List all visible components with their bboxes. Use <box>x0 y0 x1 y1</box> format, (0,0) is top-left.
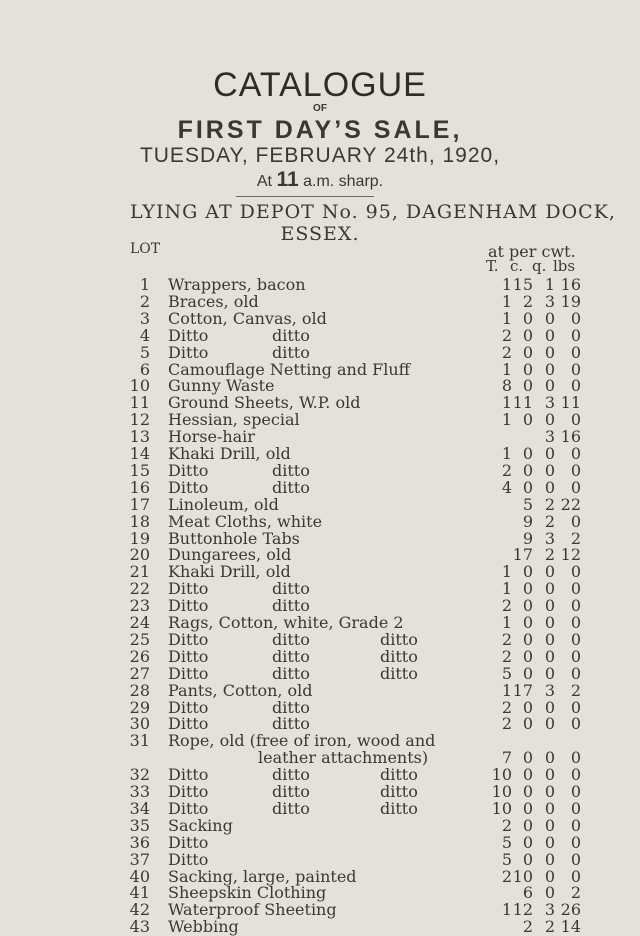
weight-cwt: 11 <box>512 393 533 413</box>
lot-description: Ditto <box>168 697 209 717</box>
lot-row <box>0 714 640 732</box>
weight-cwt: 0 <box>522 832 533 852</box>
lot-description: Ditto <box>168 798 209 818</box>
weight-lbs: 0 <box>570 663 581 683</box>
lot-description: Ditto <box>168 325 209 345</box>
lot-number: 13 <box>129 427 150 447</box>
ditto-mark: ditto <box>272 579 310 599</box>
lot-number: 34 <box>129 798 150 818</box>
weight-cwt: 0 <box>522 782 533 801</box>
lot-number: 42 <box>129 900 150 920</box>
ditto-mark: ditto <box>272 765 310 785</box>
lot-row <box>0 444 640 462</box>
weight-tons: 10 <box>491 765 512 785</box>
weight-lbs: 19 <box>560 291 581 311</box>
weight-cwt: 0 <box>522 663 533 683</box>
weight-tons: 5 <box>501 832 512 852</box>
weight-cwt: 0 <box>522 697 533 717</box>
weight-lbs: 0 <box>570 748 581 768</box>
weight-lbs: 0 <box>570 376 581 396</box>
unit-cwt-header: c. <box>510 257 524 275</box>
lot-row <box>0 326 640 344</box>
weight-quarters: 0 <box>544 308 555 328</box>
lot-number: 20 <box>129 545 150 565</box>
lot-row <box>0 495 640 513</box>
weight-cwt: 2 <box>522 291 533 311</box>
location-line-1: LYING AT DEPOT No. 95, DAGENHAM DOCK, <box>130 201 616 223</box>
lot-description: Ditto <box>168 460 209 480</box>
lot-row <box>0 799 640 817</box>
weight-tons: 2 <box>501 697 512 717</box>
lot-column-header: LOT <box>130 241 161 257</box>
weight-cwt: 9 <box>522 528 533 548</box>
weight-lbs: 26 <box>560 900 581 920</box>
weight-cwt: 0 <box>522 325 533 345</box>
weight-lbs: 0 <box>570 359 581 379</box>
weight-tons: 2 <box>501 325 512 345</box>
weight-cwt: 0 <box>522 477 533 497</box>
weight-lbs: 0 <box>570 511 581 531</box>
weight-quarters: 0 <box>544 866 555 886</box>
weight-quarters: 0 <box>544 782 555 801</box>
weight-lbs: 0 <box>570 325 581 345</box>
lot-row <box>0 410 640 428</box>
ditto-mark: ditto <box>380 646 418 666</box>
lot-number: 43 <box>129 917 150 936</box>
weight-lbs: 16 <box>560 275 581 294</box>
ditto-mark: ditto <box>272 697 310 717</box>
lot-number: 28 <box>129 680 150 700</box>
weight-lbs: 0 <box>570 849 581 869</box>
lot-row <box>0 529 640 547</box>
lot-number: 1 <box>139 275 150 294</box>
weight-lbs: 0 <box>570 579 581 599</box>
weight-tons: 1 <box>501 579 512 599</box>
lot-row <box>0 613 640 631</box>
lot-number: 6 <box>139 359 150 379</box>
lot-description: Ditto <box>168 342 209 362</box>
lot-number: 41 <box>129 883 150 903</box>
weight-cwt: 0 <box>522 629 533 649</box>
weight-cwt: 0 <box>522 376 533 396</box>
weight-tons: 1 <box>501 444 512 463</box>
lot-number: 23 <box>129 596 150 616</box>
lot-row <box>0 765 640 783</box>
weight-lbs: 12 <box>560 545 581 565</box>
weight-quarters: 3 <box>544 528 555 548</box>
weight-lbs: 2 <box>570 528 581 548</box>
weight-quarters: 2 <box>544 545 555 565</box>
weight-lbs: 0 <box>570 697 581 717</box>
weight-cwt: 0 <box>522 444 533 463</box>
lot-number: 3 <box>139 308 150 328</box>
rate-column-header: at per cwt. <box>488 242 576 261</box>
weight-quarters: 0 <box>544 613 555 632</box>
weight-quarters: 0 <box>544 562 555 582</box>
lot-row <box>0 376 640 394</box>
lot-description: Linoleum, old <box>168 494 279 514</box>
lot-row <box>0 917 640 935</box>
lot-description: Rags, Cotton, white, Grade 2 <box>168 613 404 632</box>
weight-lbs: 0 <box>570 308 581 328</box>
weight-cwt: 17 <box>512 545 533 565</box>
lot-number: 26 <box>129 646 150 666</box>
weight-quarters: 0 <box>544 444 555 463</box>
ditto-mark: ditto <box>272 714 310 734</box>
lot-description: Ditto <box>168 477 209 497</box>
lot-number: 36 <box>129 832 150 852</box>
weight-cwt: 0 <box>522 562 533 582</box>
weight-cwt: 0 <box>522 359 533 379</box>
ditto-mark: ditto <box>272 325 310 345</box>
lot-number: 40 <box>129 866 150 886</box>
weight-lbs: 16 <box>560 427 581 447</box>
lot-number: 11 <box>129 393 150 413</box>
lot-description: Ditto <box>168 765 209 785</box>
ditto-mark: ditto <box>380 663 418 683</box>
weight-quarters: 3 <box>544 680 555 700</box>
weight-lbs: 0 <box>570 596 581 616</box>
lot-row <box>0 748 640 766</box>
weight-tons: 1 <box>501 680 512 700</box>
weight-quarters: 3 <box>544 427 555 447</box>
weight-quarters: 0 <box>544 765 555 785</box>
weight-quarters: 0 <box>544 460 555 480</box>
lot-row <box>0 731 640 749</box>
lot-description: Ditto <box>168 579 209 599</box>
weight-quarters: 0 <box>544 342 555 362</box>
weight-lbs: 0 <box>570 444 581 463</box>
weight-lbs: 0 <box>570 866 581 886</box>
weight-lbs: 0 <box>570 629 581 649</box>
ditto-mark: ditto <box>380 782 418 801</box>
lot-number: 14 <box>129 444 150 463</box>
weight-tons: 2 <box>501 866 512 886</box>
lot-row <box>0 698 640 716</box>
weight-quarters: 0 <box>544 376 555 396</box>
lot-description: Camouflage Netting and Fluff <box>168 359 411 379</box>
weight-lbs: 0 <box>570 562 581 582</box>
lot-number: 30 <box>129 714 150 734</box>
weight-quarters: 0 <box>544 646 555 666</box>
weight-quarters: 2 <box>544 511 555 531</box>
weight-lbs: 0 <box>570 832 581 852</box>
weight-quarters: 3 <box>544 291 555 311</box>
ditto-mark: ditto <box>380 798 418 818</box>
weight-tons: 5 <box>501 663 512 683</box>
lot-number: 12 <box>129 410 150 430</box>
weight-quarters: 0 <box>544 359 555 379</box>
weight-tons: 8 <box>501 376 512 396</box>
weight-cwt: 0 <box>522 342 533 362</box>
weight-tons: 2 <box>501 646 512 666</box>
lot-number: 2 <box>139 291 150 311</box>
lot-row <box>0 545 640 563</box>
weight-cwt: 2 <box>522 917 533 936</box>
sale-time <box>0 168 640 192</box>
weight-quarters: 1 <box>544 275 555 294</box>
lot-number: 5 <box>139 342 150 362</box>
lot-description: Sheepskin Clothing <box>168 883 327 903</box>
lot-row <box>0 867 640 885</box>
lot-row <box>0 360 640 378</box>
time-suffix: a.m. sharp. <box>303 173 384 190</box>
lot-description: Ditto <box>168 832 209 852</box>
ditto-mark: ditto <box>272 596 310 616</box>
lot-row <box>0 579 640 597</box>
lot-number: 4 <box>139 325 150 345</box>
lot-description: leather attachments) <box>258 748 429 768</box>
lot-row <box>0 664 640 682</box>
weight-cwt: 0 <box>522 613 533 632</box>
unit-lbs-header: lbs <box>553 257 576 275</box>
ditto-mark: ditto <box>272 663 310 683</box>
weight-tons: 2 <box>501 460 512 480</box>
weight-lbs: 2 <box>570 883 581 903</box>
lot-description: Rope, old (free of iron, wood and <box>168 731 436 751</box>
lot-description: Khaki Drill, old <box>168 444 291 463</box>
weight-tons: 2 <box>501 714 512 734</box>
weight-lbs: 0 <box>570 782 581 801</box>
lot-description: Cotton, Canvas, old <box>168 308 327 328</box>
lot-description: Ditto <box>168 663 209 683</box>
weight-lbs: 11 <box>560 393 581 413</box>
lot-description: Dungarees, old <box>168 545 292 565</box>
weight-cwt: 0 <box>522 579 533 599</box>
weight-quarters: 0 <box>544 832 555 852</box>
location-line-2: ESSEX. <box>280 223 360 245</box>
lot-row <box>0 393 640 411</box>
weight-tons: 1 <box>501 359 512 379</box>
lot-row <box>0 275 640 293</box>
lot-row <box>0 596 640 614</box>
lot-number: 31 <box>129 731 150 751</box>
weight-quarters: 0 <box>544 883 555 903</box>
weight-lbs: 0 <box>570 410 581 430</box>
weight-tons: 1 <box>501 275 512 294</box>
weight-quarters: 0 <box>544 849 555 869</box>
weight-cwt: 0 <box>522 460 533 480</box>
ditto-mark: ditto <box>272 477 310 497</box>
weight-lbs: 14 <box>560 917 581 936</box>
lot-row <box>0 850 640 868</box>
weight-quarters: 2 <box>544 917 555 936</box>
lot-description: Meat Cloths, white <box>168 511 323 531</box>
lot-number: 18 <box>129 511 150 531</box>
lot-row <box>0 292 640 310</box>
weight-quarters: 0 <box>544 596 555 616</box>
lot-row <box>0 647 640 665</box>
lot-row <box>0 309 640 327</box>
lot-description: Ditto <box>168 596 209 616</box>
lot-row <box>0 630 640 648</box>
lot-row <box>0 562 640 580</box>
weight-cwt: 0 <box>522 410 533 430</box>
ditto-mark: ditto <box>272 646 310 666</box>
lot-row <box>0 461 640 479</box>
weight-cwt: 15 <box>512 275 533 294</box>
unit-tons-header: T. <box>486 257 499 275</box>
weight-cwt: 9 <box>522 511 533 531</box>
lot-number: 19 <box>129 528 150 548</box>
weight-tons: 1 <box>501 900 512 920</box>
lot-number: 15 <box>129 460 150 480</box>
weight-quarters: 3 <box>544 900 555 920</box>
weight-quarters: 2 <box>544 494 555 514</box>
lot-row <box>0 900 640 918</box>
lot-number: 32 <box>129 765 150 785</box>
ditto-mark: ditto <box>272 629 310 649</box>
lot-description: Hessian, special <box>168 410 300 430</box>
lot-description: Wrappers, bacon <box>168 275 306 294</box>
weight-cwt: 0 <box>522 815 533 835</box>
weight-quarters: 0 <box>544 798 555 818</box>
lot-description: Khaki Drill, old <box>168 562 291 582</box>
weight-lbs: 0 <box>570 765 581 785</box>
weight-lbs: 0 <box>570 477 581 497</box>
weight-lbs: 0 <box>570 342 581 362</box>
lot-description: Buttonhole Tabs <box>168 528 300 548</box>
ditto-mark: ditto <box>272 782 310 801</box>
weight-tons: 5 <box>501 849 512 869</box>
weight-tons: 4 <box>501 477 512 497</box>
weight-quarters: 0 <box>544 663 555 683</box>
lot-number: 24 <box>129 613 150 632</box>
ditto-mark: ditto <box>272 460 310 480</box>
lot-number: 10 <box>129 376 150 396</box>
weight-tons: 1 <box>501 410 512 430</box>
lot-row <box>0 833 640 851</box>
lot-description: Waterproof Sheeting <box>168 900 337 920</box>
weight-cwt: 0 <box>522 714 533 734</box>
weight-tons: 7 <box>501 748 512 768</box>
lot-description: Ditto <box>168 849 209 869</box>
weight-tons: 2 <box>501 629 512 649</box>
weight-lbs: 0 <box>570 714 581 734</box>
lot-description: Ditto <box>168 646 209 666</box>
weight-cwt: 0 <box>522 748 533 768</box>
lot-number: 22 <box>129 579 150 599</box>
lot-description: Ditto <box>168 629 209 649</box>
header-divider <box>236 196 374 197</box>
ditto-mark: ditto <box>272 342 310 362</box>
weight-cwt: 0 <box>522 596 533 616</box>
weight-tons: 2 <box>501 342 512 362</box>
weight-cwt: 0 <box>522 849 533 869</box>
weight-tons: 10 <box>491 798 512 818</box>
weight-lbs: 0 <box>570 646 581 666</box>
lot-description: Ground Sheets, W.P. old <box>168 393 361 413</box>
lot-description: Ditto <box>168 714 209 734</box>
lot-row <box>0 681 640 699</box>
weight-cwt: 10 <box>512 866 533 886</box>
weight-quarters: 0 <box>544 477 555 497</box>
weight-lbs: 22 <box>560 494 581 514</box>
lot-number: 33 <box>129 782 150 801</box>
sale-heading: FIRST DAY’S SALE, <box>177 116 463 144</box>
lot-number: 27 <box>129 663 150 683</box>
lot-description: Sacking <box>168 815 233 835</box>
lot-description: Webbing <box>168 917 239 936</box>
weight-tons: 2 <box>501 815 512 835</box>
weight-lbs: 0 <box>570 798 581 818</box>
sale-date: TUESDAY, FEBRUARY 24th, 1920, <box>139 144 501 167</box>
weight-quarters: 0 <box>544 629 555 649</box>
lot-description: Pants, Cotton, old <box>168 680 313 700</box>
lot-number: 16 <box>129 477 150 497</box>
weight-tons: 1 <box>501 308 512 328</box>
unit-quarters-header: q. <box>532 257 547 275</box>
weight-tons: 1 <box>501 562 512 582</box>
lot-row <box>0 816 640 834</box>
weight-lbs: 0 <box>570 460 581 480</box>
weight-lbs: 2 <box>570 680 581 700</box>
lot-row <box>0 883 640 901</box>
weight-tons: 10 <box>491 782 512 801</box>
weight-lbs: 0 <box>570 815 581 835</box>
weight-tons: 1 <box>501 291 512 311</box>
weight-cwt: 5 <box>522 494 533 514</box>
weight-lbs: 0 <box>570 613 581 632</box>
lot-description: Gunny Waste <box>168 376 275 396</box>
weight-quarters: 0 <box>544 714 555 734</box>
ditto-mark: ditto <box>272 798 310 818</box>
weight-cwt: 0 <box>522 765 533 785</box>
lot-description: Braces, old <box>168 291 259 311</box>
weight-quarters: 0 <box>544 815 555 835</box>
weight-quarters: 0 <box>544 325 555 345</box>
lot-number: 37 <box>129 849 150 869</box>
weight-quarters: 0 <box>544 748 555 768</box>
lot-description: Horse-hair <box>168 427 255 447</box>
weight-cwt: 17 <box>512 680 533 700</box>
weight-cwt: 0 <box>522 308 533 328</box>
weight-cwt: 6 <box>522 883 533 903</box>
lot-number: 25 <box>129 629 150 649</box>
lot-row <box>0 478 640 496</box>
weight-quarters: 0 <box>544 697 555 717</box>
ditto-mark: ditto <box>380 765 418 785</box>
of-label: OF <box>313 103 327 114</box>
time-prefix: At <box>256 173 272 190</box>
lot-row <box>0 427 640 445</box>
weight-quarters: 0 <box>544 410 555 430</box>
lot-row <box>0 343 640 361</box>
time-hour: 11 <box>276 168 299 191</box>
weight-cwt: 0 <box>522 798 533 818</box>
ditto-mark: ditto <box>380 629 418 649</box>
lot-number: 29 <box>129 697 150 717</box>
weight-tons: 2 <box>501 596 512 616</box>
weight-cwt: 0 <box>522 646 533 666</box>
lot-description: Sacking, large, painted <box>168 866 357 886</box>
lot-row <box>0 782 640 800</box>
weight-cwt: 12 <box>512 900 533 920</box>
lot-description: Ditto <box>168 782 209 801</box>
lot-number: 17 <box>129 494 150 514</box>
weight-quarters: 3 <box>544 393 555 413</box>
weight-quarters: 0 <box>544 579 555 599</box>
weight-tons: 1 <box>501 393 512 413</box>
lot-number: 21 <box>129 562 150 582</box>
lot-row <box>0 512 640 530</box>
weight-tons: 1 <box>501 613 512 632</box>
lot-number: 35 <box>129 815 150 835</box>
catalogue-title: CATALOGUE <box>213 66 427 104</box>
